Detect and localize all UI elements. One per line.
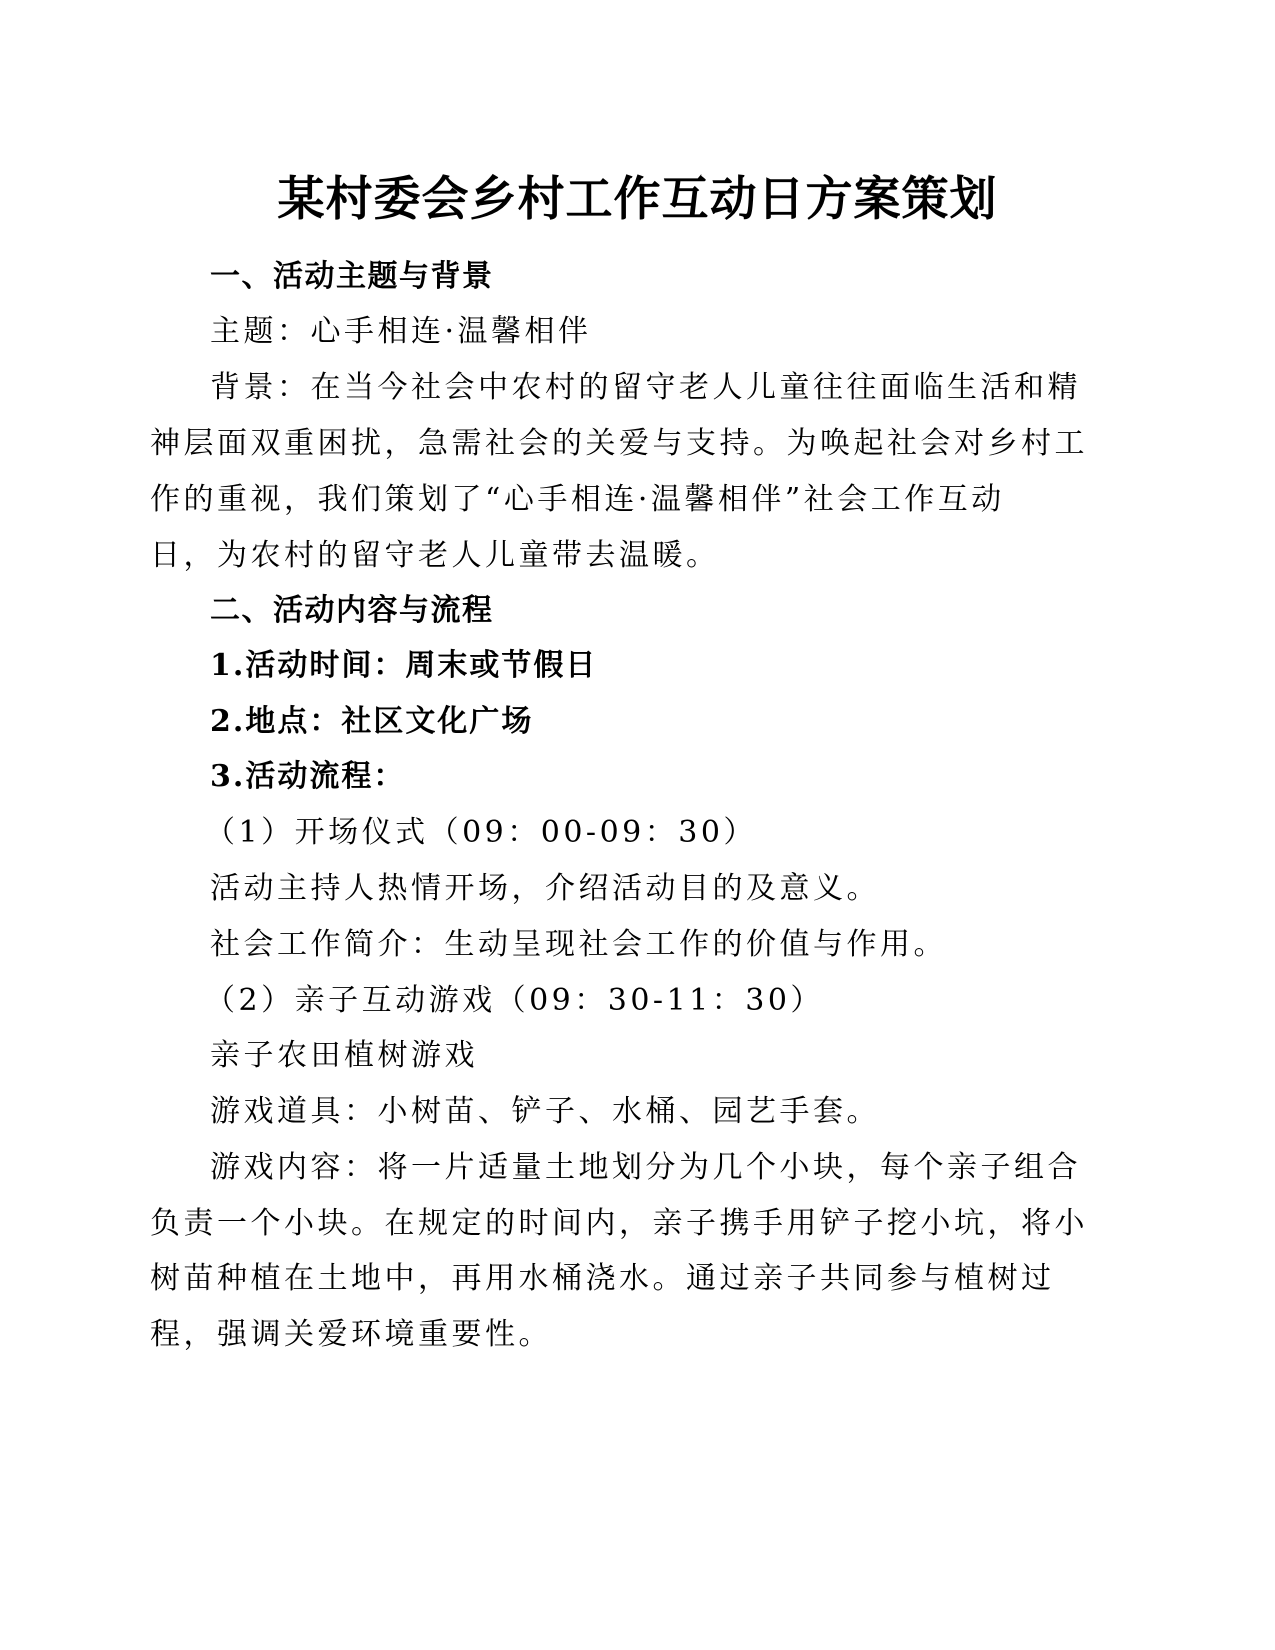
theme-line: 主题：心手相连·温馨相伴: [210, 314, 592, 349]
step-1-item-2: 社会工作简介：生动呈现社会工作的价值与作用。: [210, 927, 947, 962]
document-title: 某村委会乡村工作互动日方案策划: [277, 172, 998, 227]
background-line-2: 神层面双重困扰，急需社会的关爱与支持。为唤起社会对乡村工: [150, 426, 1088, 461]
section-heading-content-flow: 二、活动内容与流程: [210, 593, 494, 628]
background-line-4: 日，为农村的留守老人儿童带去温暖。: [150, 538, 720, 573]
step-1-title: （1）开场仪式（09：00-09：30）: [205, 815, 757, 850]
game-props: 游戏道具：小树苗、铲子、水桶、园艺手套。: [210, 1094, 880, 1129]
step-2-title: （2）亲子互动游戏（09：30-11：30）: [205, 983, 824, 1018]
section-heading-theme-background: 一、活动主题与背景: [210, 259, 494, 294]
game-content-line-3: 树苗种植在土地中，再用水桶浇水。通过亲子共同参与植树过: [150, 1261, 1055, 1296]
game-name: 亲子农田植树游戏: [210, 1038, 478, 1073]
game-content-line-4: 程，强调关爱环境重要性。: [150, 1317, 552, 1352]
step-1-item-1: 活动主持人热情开场，介绍活动目的及意义。: [210, 871, 880, 906]
activity-place: 2.地点：社区文化广场: [210, 704, 534, 739]
background-line-1: 背景：在当今社会中农村的留守老人儿童往往面临生活和精: [210, 370, 1081, 405]
background-line-3: 作的重视，我们策划了“心手相连·温馨相伴”社会工作互动: [150, 482, 1005, 517]
game-content-line-2: 负责一个小块。在规定的时间内，亲子携手用铲子挖小坑，将小: [150, 1206, 1088, 1241]
activity-time: 1.活动时间：周末或节假日: [210, 648, 598, 683]
game-content-line-1: 游戏内容：将一片适量土地划分为几个小块，每个亲子组合: [210, 1150, 1081, 1185]
activity-flow-heading: 3.活动流程：: [210, 759, 406, 794]
